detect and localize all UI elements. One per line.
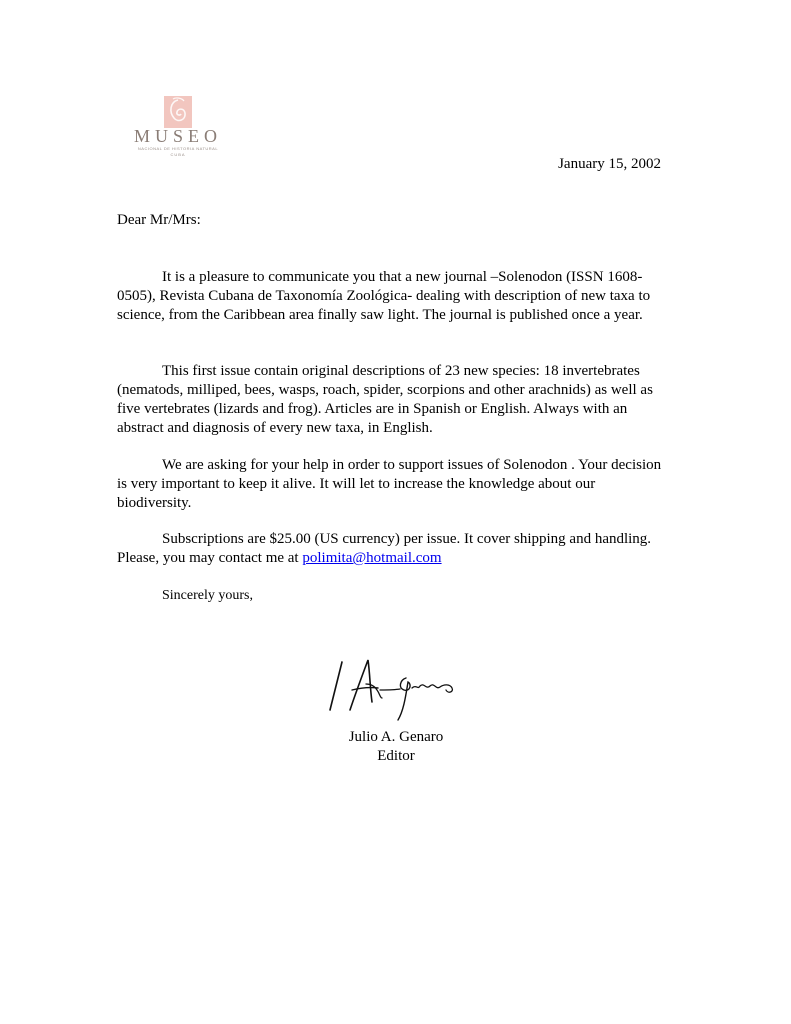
salutation: Dear Mr/Mrs: <box>117 212 201 228</box>
paragraph-journal-announcement: It is a pleasure to communicate you that a new journal –Solenodon (ISSN 1608-0505), Revista Cubana de Taxonomía Zoológica- dealing with description of new taxa to science, from the Caribbean area finally saw light. The journal is published once a year. <box>117 269 651 323</box>
letter-date: January 15, 2002 <box>558 156 661 172</box>
paragraph-first-issue: This first issue contain original descriptions of 23 new species: 18 invertebrates (nematods, milliped, bees, wasps, roach, spider, scorpions and other arachnids) as well as five vertebrates (lizards and frog). Articles are in Spanish or English. Always with an abstract and diagnosis of every new taxa, in English. <box>117 363 653 436</box>
signer-name: Julio A. Genaro <box>348 729 444 745</box>
logo-emblem <box>164 96 192 128</box>
handwritten-signature <box>320 654 470 724</box>
logo-subtitle: NACIONAL DE HISTORIA NATURAL <box>137 146 219 151</box>
subscriptions-text: Subscriptions are $25.00 (US currency) per issue. It cover shipping and handling. Please, you may contact me at <box>117 531 652 566</box>
museo-logo <box>118 92 238 162</box>
paragraph-support-request: We are asking for your help in order to support issues of Solenodon . Your decision is very important to keep it alive. It will let to increase the knowledge about our biodiversity. <box>117 457 662 511</box>
logo-wordmark: MUSEO <box>133 126 222 146</box>
closing: Sincerely yours, <box>162 588 253 603</box>
signer-block <box>300 728 492 766</box>
paragraph-subscriptions <box>117 530 673 568</box>
logo-country: CUBA <box>170 152 186 157</box>
spiral-shell-icon <box>164 96 192 128</box>
email-link[interactable]: polimita@hotmail.com <box>302 550 442 566</box>
signer-title: Editor <box>377 748 415 764</box>
